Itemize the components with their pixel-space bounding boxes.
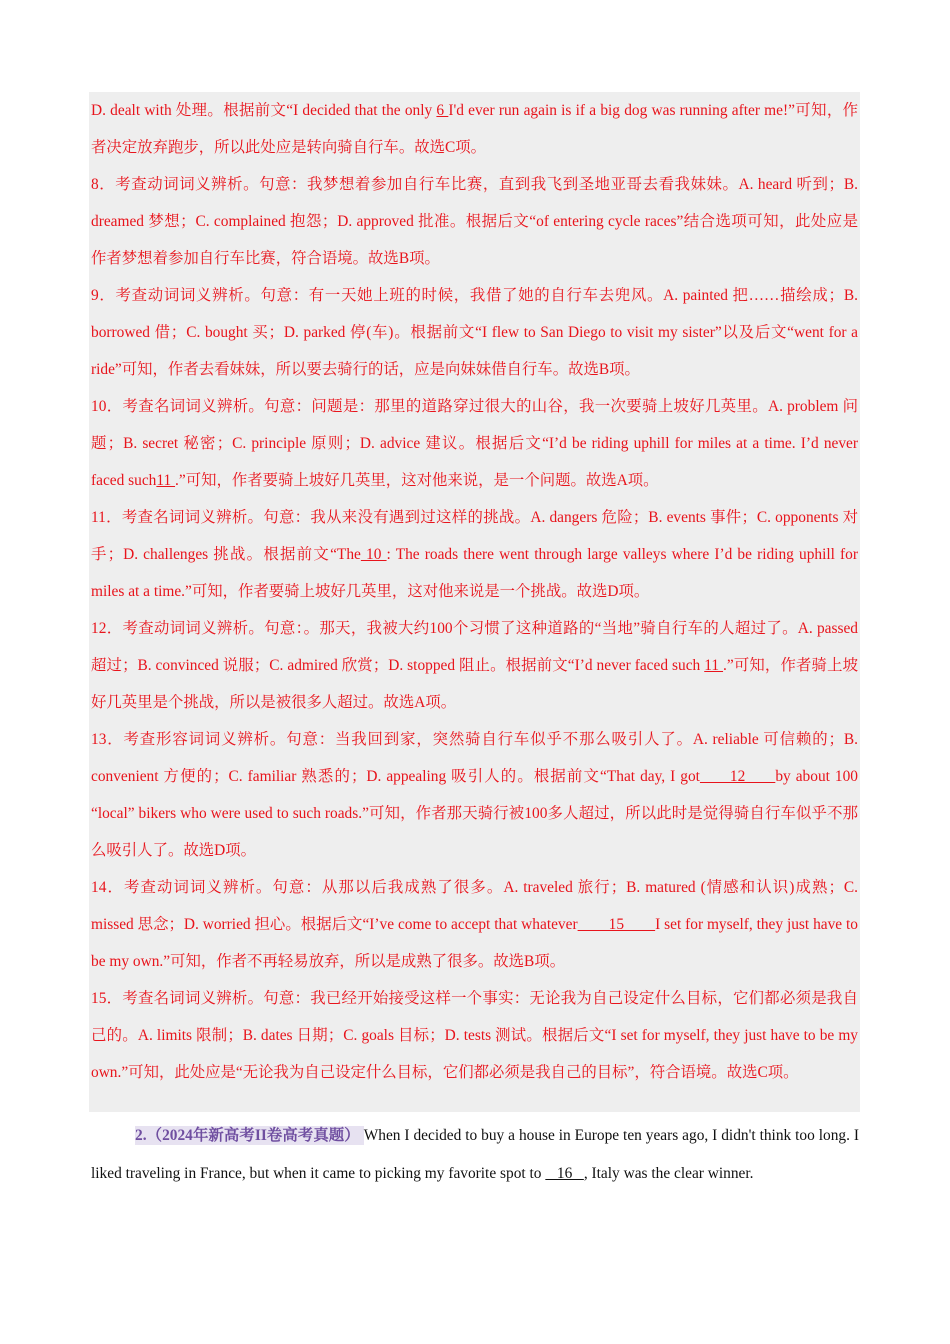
analysis-item-13: 13．考查形容词词义辨析。句意：当我回到家，突然骑自行车似乎不那么吸引人了。A. reliable 可信赖的；B. convenient 方便的；C. familiar 熟悉的；D. appealing 吸引人的。根据前文“That day, I got 12 by about 100 “local” bikers who were used to such roads.”可知，作者那天骑行被100多人超过，所以此时是觉得骑自行车似乎不那么吸引人了。故选D项。 xyxy=(91,731,858,859)
blank-15: 15 xyxy=(577,916,656,933)
analysis-item-12: 12．考查动词词义辨析。句意：。那天，我被大约100个习惯了这种道路的“当地”骑自行车的人超过了。A. passed 超过；B. convinced 说服；C. admired 欣赏；D. stopped 阻止。根据前文“I’d never faced such 11 .”可知，作者骑上坡好几英里是个挑战，所以是被很多人超过。故选A项。 xyxy=(91,620,858,711)
analysis-item-10: 10．考查名词词义辨析。句意：问题是：那里的道路穿过很大的山谷，我一次要骑上坡好几英里。A. problem 问题；B. secret 秘密；C. principle 原则；D. advice 建议。根据后文“I’d be riding uphill for miles at a time. I’d never faced such11 .”可知，作者要骑上坡好几英里，这对他来说，是一个问题。故选A项。 xyxy=(91,398,858,489)
analysis-item-15: 15．考查名词词义辨析。句意：我已经开始接受这样一个事实：无论我为自己设定什么目标，它们都必须是我自己的。A. limits 限制；B. dates 日期；C. goals 目标；D. tests 测试。根据后文“I set for myself, they just have to be my own.”可知，此处应是“无论我为自己设定什么目标，它们都必须是我自己的目标”，符合语境。故选C项。 xyxy=(91,990,858,1081)
analysis-item-8: 8．考查动词词义辨析。句意：我梦想着参加自行车比赛，直到我飞到圣地亚哥去看我妹妹。A. heard 听到；B. dreamed 梦想；C. complained 抱怨；D. approved 批准。根据后文“of entering cycle races”结合选项可知，此处应是作者梦想着参加自行车比赛，符合语境。故选B项。 xyxy=(91,176,858,267)
analysis-item-11: 11．考查名词词义辨析。句意：我从来没有遇到过这样的挑战。A. dangers 危险；B. events 事件；C. opponents 对手；D. challenges 挑战。根据前文“The 10 : The roads there went through large valleys where I’d be riding uphill for miles at a time.”可知，作者要骑上坡好几英里，这对他来说是一个挑战。故选D项。 xyxy=(91,509,859,600)
analysis-item-7: D. dealt with 处理。根据前文“I decided that the only 6 I'd ever run again is if a big dog was running after me!”可知，作者决定放弃跑步，所以此处应是转向骑自行车。故选C项。 xyxy=(91,102,858,156)
blank-16: 16 xyxy=(545,1164,584,1182)
question-2-passage: 2.（2024年新高考II卷高考真题） When I decided to buy a house in Europe ten years ago, I didn't think too long. I liked traveling in France, but when it came to picking my favorite spot to 16 , Italy was the clear winner. xyxy=(91,1127,859,1182)
blank-10: 10 xyxy=(360,546,387,563)
answer-analysis-block xyxy=(89,92,860,1112)
blank-11: 11 xyxy=(156,472,176,489)
blank-6: 6 xyxy=(436,102,449,119)
analysis-item-9: 9．考查动词词义辨析。句意：有一天她上班的时候，我借了她的自行车去兜风。A. painted 把……描绘成；B. borrowed 借；C. bought 买；D. parked 停(车)。根据前文“I flew to San Diego to visit my sister”以及后文“went for a ride”可知，作者去看妹妹，所以要去骑行的话，应是向妹妹借自行车。故选B项。 xyxy=(91,287,858,378)
question-source-tag: 2.（2024年新高考II卷高考真题） xyxy=(135,1126,364,1145)
blank-12: 12 xyxy=(699,768,776,785)
blank-11: 11 xyxy=(704,657,724,674)
analysis-item-14: 14．考查动词词义辨析。句意：从那以后我成熟了很多。A. traveled 旅行；B. matured (情感和认识)成熟；C. missed 思念；D. worried 担心。根据后文“I’ve come to accept that whatever 15 I set for myself, they just have to be my own.”可知，作者不再轻易放弃，所以是成熟了很多。故选B项。 xyxy=(91,879,858,970)
